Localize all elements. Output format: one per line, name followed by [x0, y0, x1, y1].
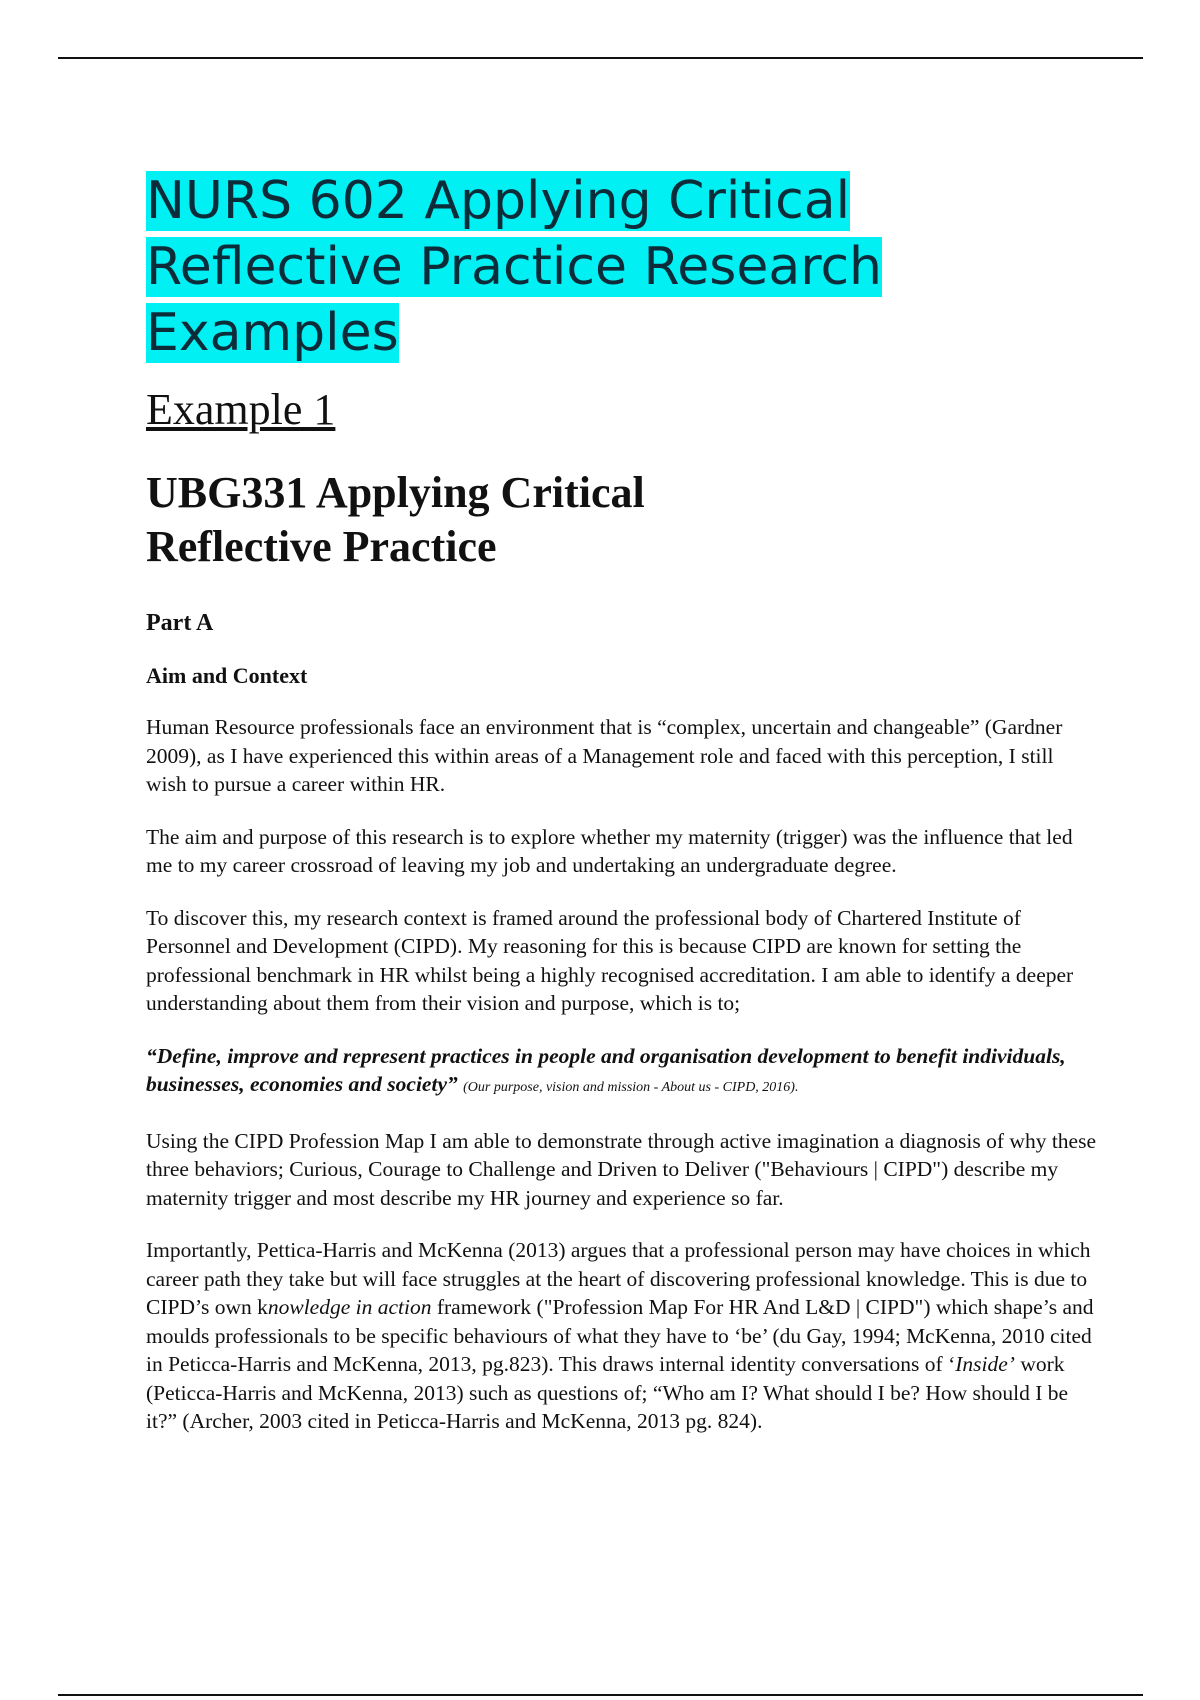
- paragraph-5-italic2: Inside’: [955, 1352, 1015, 1376]
- quote-citation: (Our purpose, vision and mission - About us - CIPD, 2016).: [463, 1080, 799, 1095]
- section-heading: Aim and Context: [146, 663, 308, 688]
- document-title-highlight: NURS 602 Applying Critical Reflective Practice Research Examples: [146, 171, 882, 363]
- top-rule: [58, 57, 1143, 59]
- paragraph-5-italic1: nowledge in action: [267, 1295, 432, 1319]
- paragraph-5-part3: work (Peticca-Harris and McKenna, 2013) such as questions of; “Who am I? What should I be? How should I be it?” (Archer, 2003 cited in Peticca-Harris and McKenna, 2013 pg. 824).: [146, 1352, 1069, 1433]
- quote-text: “Define, improve and represent practices in people and organisation development to benefit individuals, businesses, economies and society”: [146, 1043, 1066, 1096]
- bottom-rule: [58, 1694, 1143, 1696]
- document-body: [146, 168, 1096, 1436]
- document-title: [146, 168, 1096, 366]
- part-heading: Part A: [146, 610, 214, 636]
- cipd-quote: [146, 1042, 1096, 1103]
- paragraph-5-part2: framework ("Profession Map For HR And L&D | CIPD") which shape’s and moulds professionals to be specific behaviours of what they have to ‘be’ (du Gay, 1994; McKenna, 2010 cited in Peticca-Harris and McKenna, 2013, pg.823). This draws internal identity conversations of ‘: [146, 1295, 1094, 1376]
- paragraph-1: Human Resource professionals face an environment that is “complex, uncertain and changeable” (Gardner 2009), as I have experienced this within areas of a Management role and faced with this perception, I still wish to pursue a career within HR.: [146, 715, 1063, 796]
- paragraph-3: To discover this, my research context is framed around the professional body of Chartered Institute of Personnel and Development (CIPD). My reasoning for this is because CIPD are known for setting the professional benchmark in HR whilst being a highly recognised accreditation. I am able to identify a deeper understanding about them from their vision and purpose, which is to;: [146, 905, 1074, 1015]
- paragraph-2: The aim and purpose of this research is to explore whether my maternity (trigger) was the influence that led me to my career crossroad of leaving my job and undertaking an undergraduate degree.: [146, 824, 1073, 877]
- paragraph-4: Using the CIPD Profession Map I am able to demonstrate through active imagination a diagnosis of why these three behaviors; Curious, Courage to Challenge and Driven to Deliver ("Behaviours | CIPD") describe my maternity trigger and most describe my HR journey and experience so far.: [146, 1128, 1096, 1210]
- paragraph-5: [146, 1236, 1096, 1436]
- paper-title: UBG331 Applying Critical Reflective Practice: [146, 468, 645, 571]
- paragraph-5-part1: Importantly, Pettica-Harris and McKenna (2013) argues that a professional person may have choices in which career path they take but will face struggles at the heart of discovering professional knowledge. This is due to CIPD’s own k: [146, 1238, 1091, 1319]
- example-label: Example 1: [146, 385, 336, 434]
